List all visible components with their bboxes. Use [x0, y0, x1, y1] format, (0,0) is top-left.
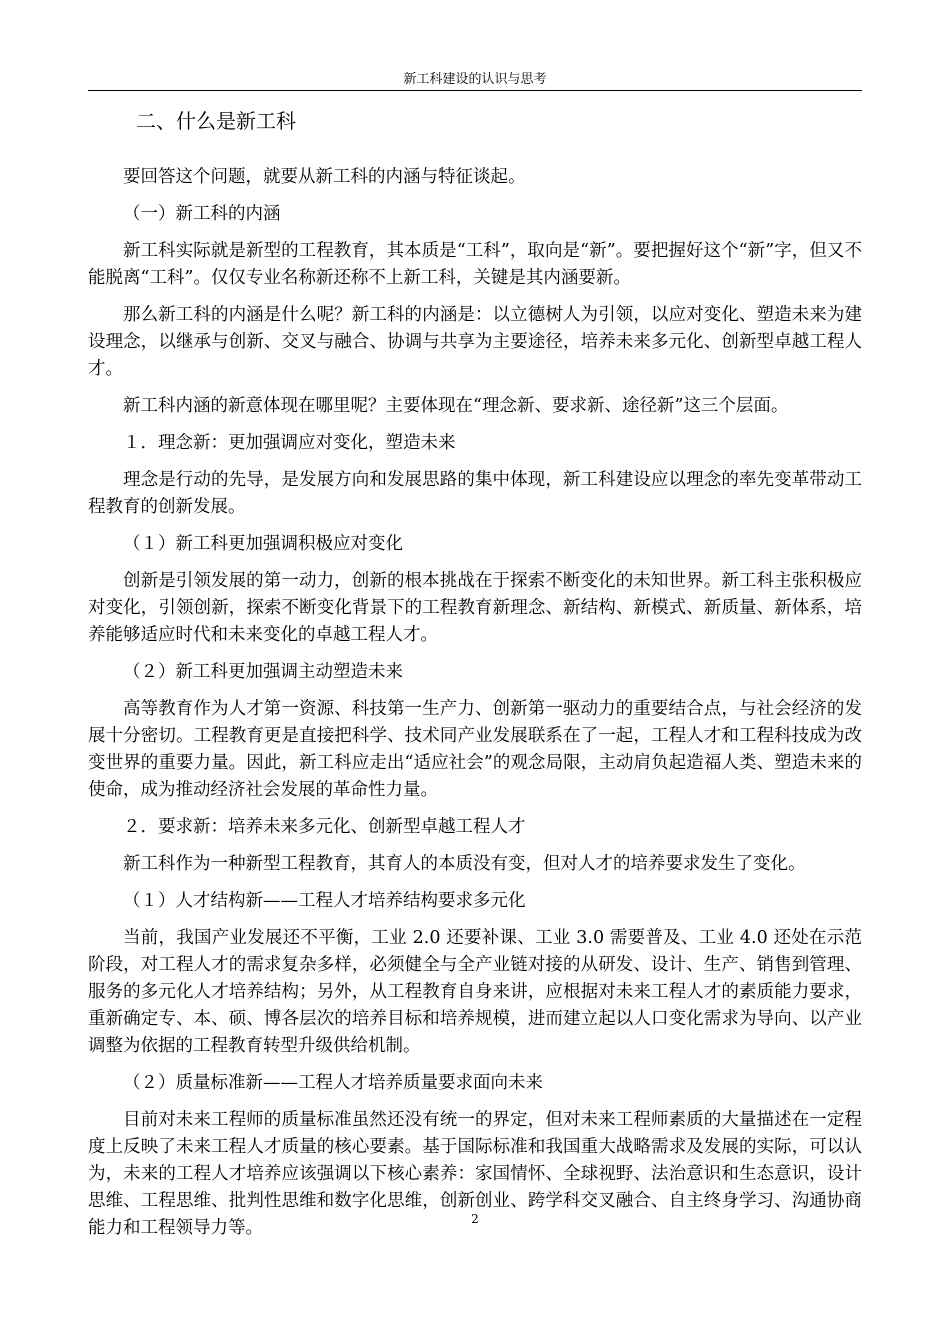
paragraph: 创新是引领发展的第一动力，创新的根本挑战在于探索不断变化的未知世界。新工科主张积极应对变化，引领创新，探索不断变化背景下的工程教育新理念、新结构、新模式、新质量、新体系，培养能够适应时代和未来变化的卓越工程人才。: [88, 571, 862, 645]
paragraph: 要回答这个问题，就要从新工科的内涵与特征谈起。: [123, 167, 526, 187]
paragraph: 新工科作为一种新型工程教育，其育人的本质没有变，但对人才的培养要求发生了变化。: [123, 854, 806, 874]
subheading: （１）人才结构新——工程人才培养结构要求多元化: [123, 891, 526, 911]
subheading: （一）新工科的内涵: [123, 204, 281, 224]
page-number: 2: [471, 1212, 479, 1226]
subheading: （１）新工科更加强调积极应对变化: [123, 534, 403, 554]
section-title: 二、什么是新工科: [136, 109, 296, 133]
subheading: ２．要求新：培养未来多元化、创新型卓越工程人才: [123, 817, 526, 837]
paragraph: 高等教育作为人才第一资源、科技第一生产力、创新第一驱动力的重要结合点，与社会经济的发展十分密切。工程教育更是直接把科学、技术同产业发展联系在了一起，工程人才和工程科技成为改变世界的重要力量。因此，新工科应走出“适应社会”的观念局限，主动肩负起造福人类、塑造未来的使命，成为推动经济社会发展的革命性力量。: [88, 699, 862, 800]
paragraph: 理念是行动的先导，是发展方向和发展思路的集中体现，新工科建设应以理念的率先变革带动工程教育的创新发展。: [88, 470, 862, 517]
paragraph: 新工科实际就是新型的工程教育，其本质是“工科”，取向是“新”。要把握好这个“新”字，但又不能脱离“工科”。仅仅专业名称新还称不上新工科，关键是其内涵要新。: [88, 241, 862, 288]
document-body: [88, 100, 862, 1242]
subheading: １．理念新：更加强调应对变化，塑造未来: [123, 433, 456, 453]
paragraph: 当前，我国产业发展还不平衡，工业 2.0 还要补课、工业 3.0 需要普及、工业 4.0 还处在示范阶段，对工程人才的需求复杂多样，必须健全与全产业链对接的从研发、设计、生产、销售到管理、服务的多元化人才培养结构；另外，从工程教育自身来讲，应根据对未来工程人才的素质能力要求，重新确定专、本、硕、博各层次的培养目标和培养规模，进而建立起以人口变化需求为导向、以产业调整为依据的工程教育转型升级供给机制。: [88, 928, 862, 1056]
subheading: （２）质量标准新——工程人才培养质量要求面向未来: [123, 1073, 543, 1093]
paragraph: 目前对未来工程师的质量标准虽然还没有统一的界定，但对未来工程师素质的大量描述在一定程度上反映了未来工程人才质量的核心要素。基于国际标准和我国重大战略需求及发展的实际，可以认为，未来的工程人才培养应该强调以下核心素养：家国情怀、全球视野、法治意识和生态意识，设计思维、工程思维、批判性思维和数字化思维，创新创业、跨学科交叉融合、自主终身学习、沟通协商能力和工程领导力等。: [88, 1110, 862, 1238]
subheading: （２）新工科更加强调主动塑造未来: [123, 662, 403, 682]
paragraph: 新工科内涵的新意体现在哪里呢？主要体现在“理念新、要求新、途径新”这三个层面。: [123, 396, 789, 416]
paragraph: 那么新工科的内涵是什么呢？新工科的内涵是：以立德树人为引领，以应对变化、塑造未来为建设理念，以继承与创新、交叉与融合、协调与共享为主要途径，培养未来多元化、创新型卓越工程人才。: [88, 305, 862, 379]
page-header: 新工科建设的认识与思考: [88, 70, 862, 91]
